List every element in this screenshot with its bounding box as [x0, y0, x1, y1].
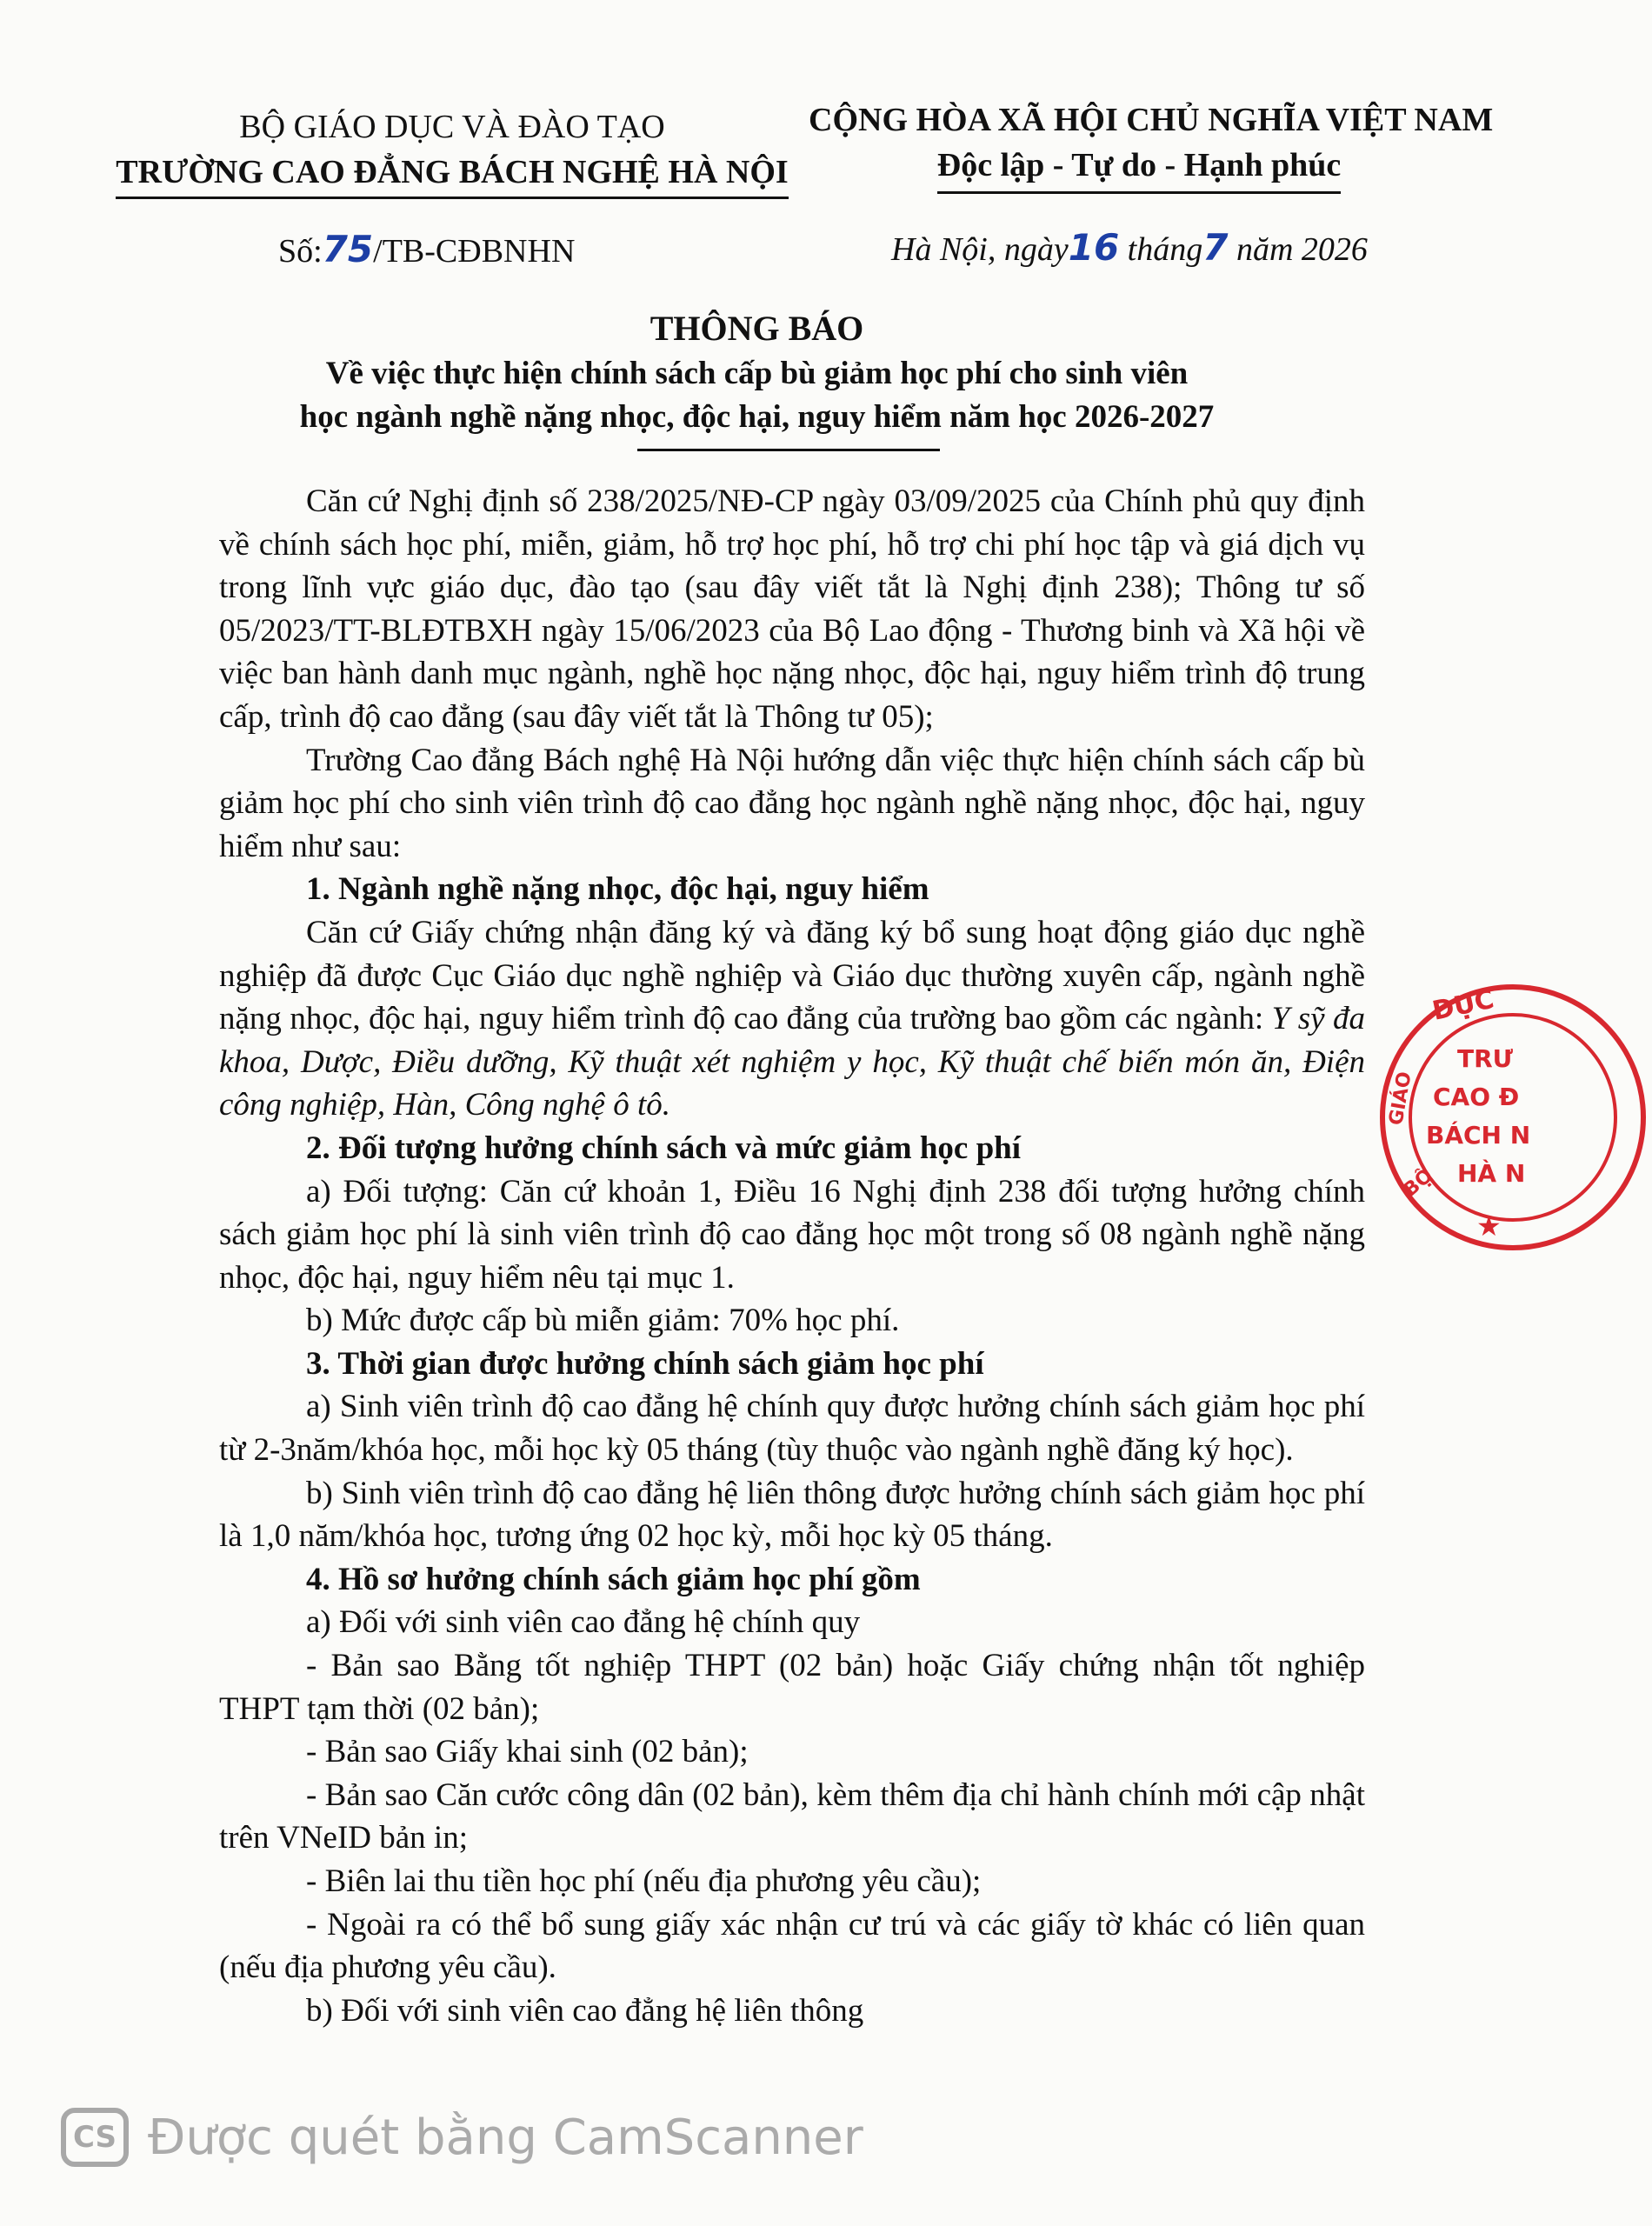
document-number: [278, 228, 575, 270]
title-underline: [637, 449, 940, 451]
paragraph-duration-regular: a) Sinh viên trình độ cao đẳng hệ chính quy được hưởng chính sách giảm học phí từ 2-3năm/khóa học, mỗi học kỳ 05 tháng (tùy thuộc vào ngành nghề đăng ký học).: [219, 1389, 1365, 1469]
section-heading-2: 2. Đối tượng hưởng chính sách và mức giảm học phí: [306, 1130, 1022, 1166]
list-item-diploma: - Bản sao Bằng tốt nghiệp THPT (02 bản) hoặc Giấy chứng nhận tốt nghiệp THPT tạm thời (02 bản);: [219, 1648, 1365, 1727]
section-heading-3: 3. Thời gian được hưởng chính sách giảm học phí: [306, 1345, 984, 1382]
school-name: TRƯỜNG CAO ĐẲNG BÁCH NGHỆ HÀ NỘI: [116, 150, 788, 199]
paragraph-intro: Trường Cao đẳng Bách nghệ Hà Nội hướng dẫn việc thực hiện chính sách cấp bù giảm học phí cho sinh viên trình độ cao đẳng học ngành nghề nặng nhọc, độc hại, nguy hiểm như sau:: [219, 742, 1365, 864]
seal-ring-text-bottom: BỘ: [1399, 1164, 1438, 1202]
national-motto: Độc lập - Tự do - Hạnh phúc: [937, 143, 1342, 194]
seal-line4: HÀ N: [1457, 1159, 1526, 1188]
camscanner-logo-icon: CS: [61, 2108, 129, 2167]
paragraph-dossier-transfer: b) Đối với sinh viên cao đẳng hệ liên thông: [306, 1992, 864, 2029]
date-month-handwritten: 7: [1202, 226, 1229, 269]
list-item-birth-certificate: - Bản sao Giấy khai sinh (02 bản);: [306, 1734, 749, 1770]
document-subject-line1: Về việc thực hiện chính sách cấp bù giảm học phí cho sinh viên: [325, 356, 1189, 391]
scanner-watermark: [61, 2103, 863, 2172]
doc-no-prefix: Số:: [278, 233, 323, 270]
list-item-id-card: - Bản sao Căn cước công dân (02 bản), kèm thêm địa chỉ hành chính mới cập nhật trên VNeID bản in;: [219, 1776, 1365, 1856]
seal-outer-ring: [1382, 987, 1643, 1248]
seal-line1: TRƯ: [1457, 1044, 1514, 1073]
issuer-block: [104, 104, 800, 199]
date-part1: Hà Nội, ngày: [891, 231, 1069, 268]
doc-no-handwritten: 75: [322, 228, 374, 270]
seal-line3: BÁCH N: [1426, 1121, 1531, 1150]
date-day-handwritten: 16: [1068, 226, 1120, 269]
paragraph-duration-transfer: b) Sinh viên trình độ cao đẳng hệ liên thông được hưởng chính sách giảm học phí là 1,0 năm/khóa học, tương ứng 02 học kỳ, mỗi học kỳ 05 tháng.: [219, 1475, 1365, 1555]
paragraph-reduction-rate: b) Mức được cấp bù miễn giảm: 70% học phí.: [306, 1303, 900, 1339]
paragraph-dossier-regular: a) Đối với sinh viên cao đẳng hệ chính quy: [306, 1604, 861, 1641]
paragraph-majors: [219, 911, 1365, 1127]
section-heading-1: 1. Ngành nghề nặng nhọc, độc hại, nguy hiểm: [306, 871, 929, 908]
ministry-name: BỘ GIÁO DỤC VÀ ĐÀO TẠO: [239, 109, 665, 145]
majors-list: Y sỹ đa khoa, Dược, Điều dưỡng, Kỹ thuật xét nghiệm y học, Kỹ thuật chế biến món ăn, Điện công nghiệp, Hàn, Công nghệ ô tô.: [219, 1001, 1365, 1123]
seal-line2: CAO Đ: [1433, 1083, 1520, 1111]
document-subject-line2: học ngành nghề nặng nhọc, độc hại, nguy hiểm năm học 2026-2027: [299, 399, 1215, 435]
document-body: [219, 480, 1365, 2032]
paragraph-legal-basis: Căn cứ Nghị định số 238/2025/NĐ-CP ngày 03/09/2025 của Chính phủ quy định về chính sách học phí, miễn, giảm, hỗ trợ học phí, hỗ trợ chi phí học tập và giá dịch vụ trong lĩnh vực giáo dục, đào tạo (sau đây viết tắt là Nghị định 238); Thông tư số 05/2023/TT-BLĐTBXH ngày 15/06/2023 của Bộ Lao động - Thương binh và Xã hội về việc ban hành danh mục ngành, nghề học nặng nhọc, độc hại, nguy hiểm trình độ trung cấp, trình độ cao đẳng (sau đây viết tắt là Thông tư 05);: [219, 483, 1365, 735]
country-name: CỘNG HÒA XÃ HỘI CHỦ NGHĨA VIỆT NAM: [809, 102, 1494, 138]
official-seal: [1374, 978, 1652, 1256]
national-heading: [809, 97, 1494, 194]
document-date: [891, 226, 1368, 269]
doc-no-suffix: /TB-CĐBNHN: [373, 233, 576, 270]
seal-ring-text: DỤC: [1429, 983, 1497, 1027]
scanner-watermark-text: Được quét bằng CamScanner: [148, 2109, 863, 2166]
document-title: THÔNG BÁO: [649, 309, 864, 348]
seal-star-icon: ★: [1476, 1210, 1502, 1243]
seal-ring-text-left: GIÁO: [1385, 1070, 1416, 1128]
majors-intro: Căn cứ Giấy chứng nhận đăng ký và đăng ký bổ sung hoạt động giáo dục nghề nghiệp đã được Cục Giáo dục nghề nghiệp và Giáo dục thường xuyên cấp, ngành nghề nặng nhọc, độc hại, nguy hiểm trình độ cao đẳng của trường bao gồm các ngành:: [219, 914, 1365, 1037]
date-part2: tháng: [1119, 231, 1203, 268]
section-heading-4: 4. Hồ sơ hưởng chính sách giảm học phí gồm: [306, 1561, 921, 1597]
list-item-other-papers: - Ngoài ra có thể bổ sung giấy xác nhận cư trú và các giấy tờ khác có liên quan (nếu địa phương yêu cầu).: [219, 1906, 1365, 1986]
paragraph-beneficiaries: a) Đối tượng: Căn cứ khoản 1, Điều 16 Nghị định 238 đối tượng hưởng chính sách giảm học phí là sinh viên trình độ cao đẳng học một trong số 08 ngành nghề nặng nhọc, độc hại, nguy hiểm nêu tại mục 1.: [219, 1173, 1365, 1296]
list-item-receipt: - Biên lai thu tiền học phí (nếu địa phương yêu cầu);: [306, 1863, 982, 1899]
date-part3: năm 2026: [1228, 231, 1368, 268]
